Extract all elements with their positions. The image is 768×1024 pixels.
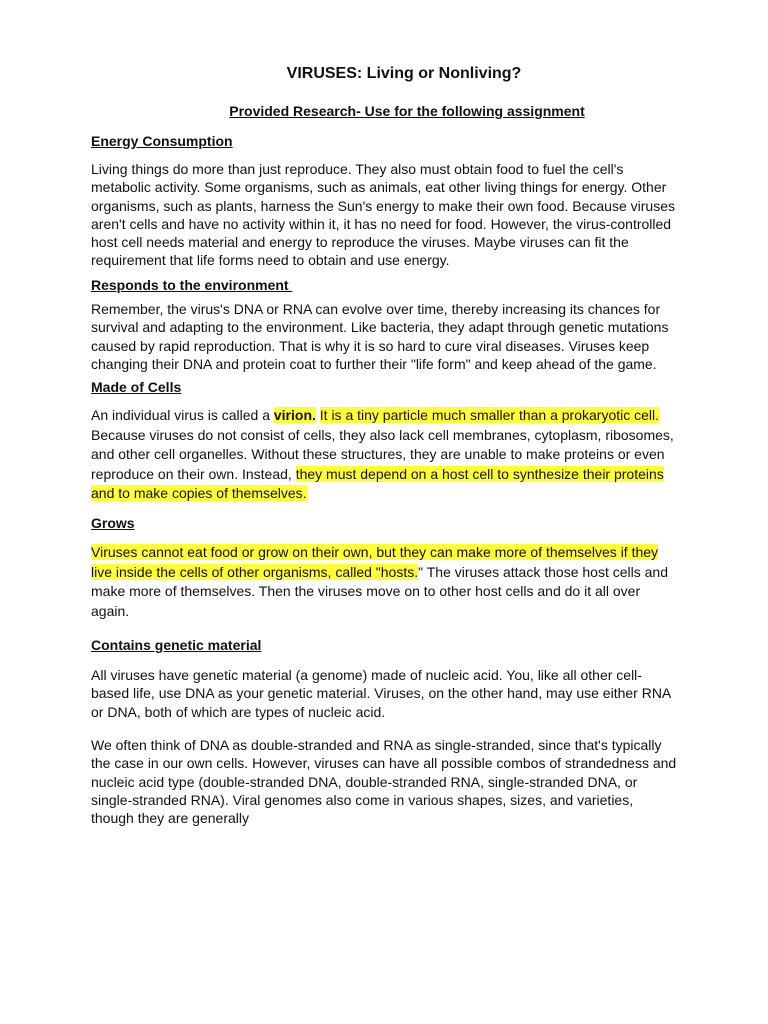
highlighted-text: they must depend on a host cell to synthesize their proteins	[295, 465, 664, 482]
heading-responds-environment: Responds to the environment	[91, 277, 293, 293]
heading-made-of-cells: Made of Cells	[91, 379, 182, 395]
highlighted-text: Viruses cannot eat food or grow on their own, but they can make more of themselves if they	[91, 544, 659, 560]
text-line: An individual virus is called a virion. It is a tiny particle much smaller than a prokaryotic cell.	[91, 407, 660, 423]
text-line: reproduce on their own. Instead, they must depend on a host cell to synthesize their proteins	[91, 465, 664, 482]
text-line: metabolic activity. Some organisms, such as animals, eat other living things for energy. Other	[91, 179, 667, 196]
document-title: VIRUSES: Living or Nonliving?	[286, 65, 522, 82]
text-line: caused by rapid reproduction. That is why it is so hard to cure viral diseases. Viruses keep	[91, 337, 650, 354]
paragraph-made-of-cells	[91, 406, 731, 504]
paragraph-grows	[91, 543, 731, 621]
text-line: All viruses have genetic material (a genome) made of nucleic acid. You, like all other cell-	[91, 667, 642, 683]
heading-grows: Grows	[91, 515, 135, 531]
text-line: single-stranded RNA). Viral genomes also come in various shapes, sizes, and varieties,	[91, 791, 634, 808]
text-line: live inside the cells of other organisms, called "hosts." The viruses attack those host cells and	[91, 563, 668, 580]
highlighted-text: It is a tiny particle much smaller than a prokaryotic cell.	[319, 407, 660, 423]
text-line: though they are generally	[91, 810, 249, 827]
text-line	[91, 543, 731, 563]
text-line: nucleic acid type (double-stranded DNA, double-stranded RNA, single-stranded DNA, or	[91, 773, 638, 790]
text-line: Living things do more than just reproduce. They also must obtain food to fuel the cell's	[91, 161, 624, 177]
text-line: aren't cells and have no activity within it, it has no need for food. However, the virus-controlled	[91, 215, 672, 232]
text-line: host cell needs material and energy to reproduce the viruses. Maybe viruses can fit the	[91, 234, 629, 251]
text-line: the case in our own cells. However, viruses can have all possible combos of strandedness and	[91, 755, 677, 772]
text-line: and other cell organelles. Without these structures, they are unable to make proteins or even	[91, 446, 665, 462]
paragraph-genetic-material-2	[91, 736, 731, 827]
paragraph-energy-consumption	[91, 160, 731, 270]
text-line: Remember, the virus's DNA or RNA can evolve over time, thereby increasing its chances for	[91, 301, 661, 317]
highlighted-term-virion: virion.	[273, 407, 316, 423]
document-subtitle: Provided Research- Use for the following assignment	[229, 103, 585, 119]
text-line: We often think of DNA as double-stranded and RNA as single-stranded, since that's typically	[91, 737, 662, 753]
text-line: based life, use DNA as your genetic material. Viruses, on the other hand, may use either RNA	[91, 685, 672, 702]
highlighted-text: and to make copies of themselves.	[91, 485, 307, 501]
heading-energy-consumption: Energy Consumption	[91, 133, 233, 149]
text-line: survival and adapting to the environment. Like bacteria, they adapt through genetic mutations	[91, 319, 669, 336]
paragraph-responds-environment	[91, 300, 731, 373]
text-line: changing their DNA and protein coat to further their "life form" and keep ahead of the game.	[91, 355, 657, 372]
text-line: again.	[91, 602, 130, 619]
text-line: make more of themselves. Then the viruses move on to other host cells and do it all over	[91, 583, 641, 599]
text-line	[91, 484, 731, 504]
heading-genetic-material: Contains genetic material	[91, 637, 262, 653]
highlighted-text: live inside the cells of other organisms, called "hosts.	[91, 563, 419, 580]
text-line: or DNA, both of which are types of nucleic acid.	[91, 703, 386, 720]
text-line: organisms, such as plants, harness the Sun's energy to make their own food. Because viruses	[91, 197, 675, 214]
text-line: Because viruses do not consist of cells, they also lack cell membranes, cytoplasm, ribosomes,	[91, 426, 674, 443]
paragraph-genetic-material-1	[91, 666, 731, 721]
text-line: requirement that life forms need to obtain and use energy.	[91, 252, 450, 269]
